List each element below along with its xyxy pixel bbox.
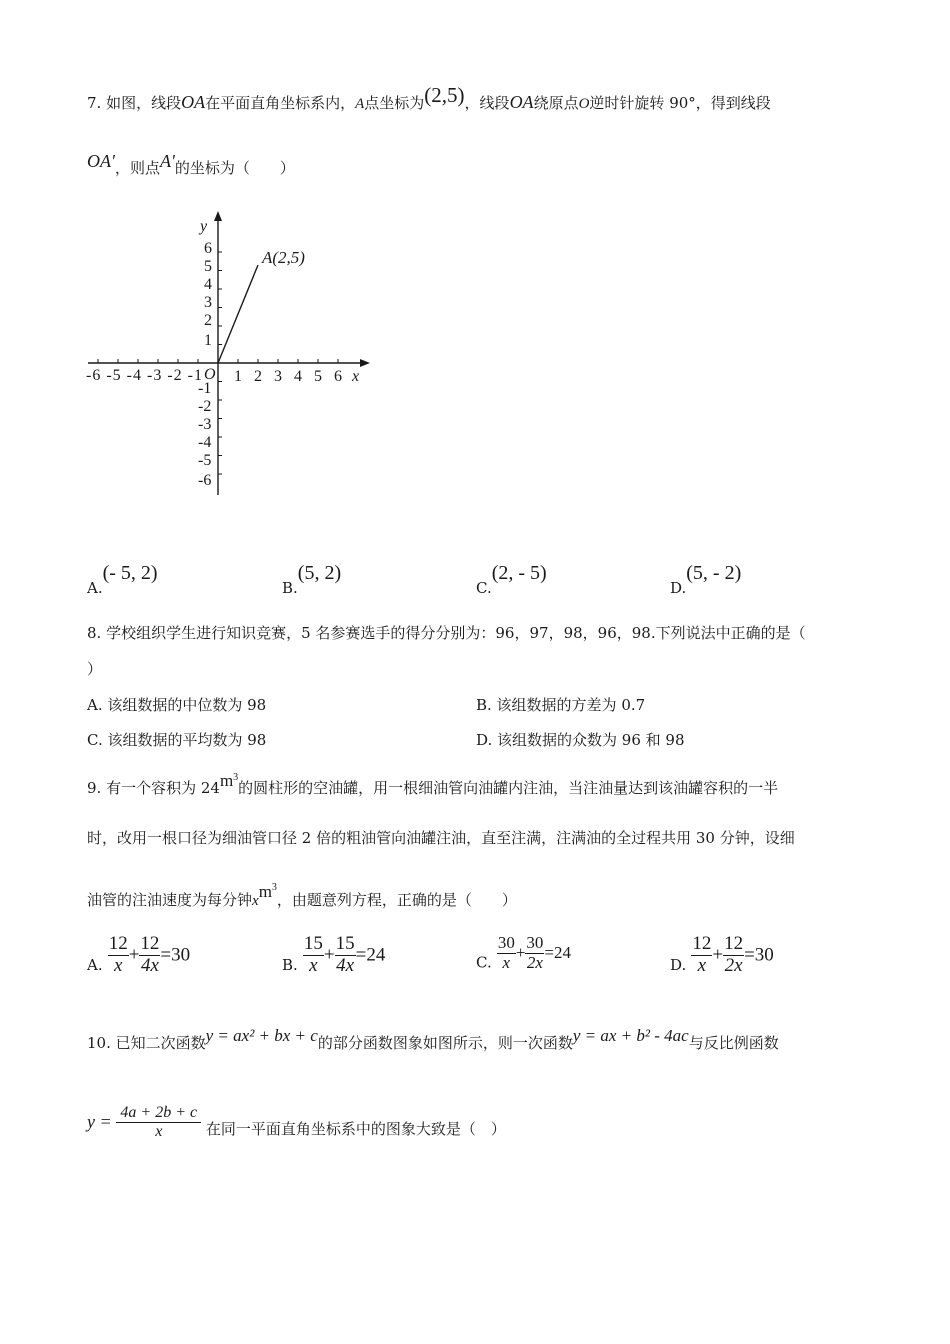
y-tick-neg6: -6 [198, 472, 212, 489]
x-tick-1: 1 [234, 368, 242, 385]
y-axis-arrow-icon [214, 211, 222, 221]
q9-option-d-letter: D. [670, 955, 687, 974]
q7-option-c[interactable] [476, 562, 547, 597]
q8-option-b[interactable]: B. 该组数据的方差为 0.7 [476, 696, 646, 714]
q9-d-den1: x [697, 954, 707, 976]
q7-seg-oa-2: OA [509, 92, 534, 112]
q7-text-c: 点坐标为 [364, 94, 425, 112]
y-tick-neg1: -1 [198, 380, 212, 397]
q7-option-b-value: (5, 2) [297, 562, 342, 584]
q7-option-c-value: (2, - 5) [491, 562, 547, 584]
q9-c-op: + [515, 943, 526, 963]
y-tick-neg4: -4 [198, 434, 212, 451]
q10-line2 [87, 1104, 506, 1140]
q9-b-frac2 [335, 934, 356, 977]
q9-b-rhs: =24 [355, 944, 386, 966]
q7-option-b-letter: B. [282, 579, 298, 597]
x-ticks-negative: -6 -5 -4 -3 -2 -1 [86, 367, 202, 384]
q7-text-d: ，线段 [464, 94, 510, 112]
y-tick-5: 5 [204, 258, 212, 275]
y-tick-neg3: -3 [198, 416, 212, 433]
q9-c-den2: 2x [526, 952, 543, 972]
q7-line1 [87, 83, 771, 115]
q9-b-den1: x [309, 954, 318, 976]
y-tick-neg2: -2 [198, 398, 212, 415]
y-tick-6: 6 [204, 240, 212, 257]
q9-d-frac1 [691, 934, 712, 977]
q9-b-num2: 15 [335, 933, 355, 954]
q9-b-den2: 4x [336, 954, 355, 976]
q9-option-c-letter: C. [476, 953, 492, 972]
q7-text-f: 逆时针旋转 90°，得到线段 [589, 94, 771, 112]
q9-unit-exp-2: 3 [271, 882, 277, 893]
q7-point-a-prime: A′ [159, 151, 175, 171]
q7-option-b[interactable] [282, 562, 342, 597]
q9-c-num2: 30 [526, 933, 544, 952]
q10-linear: y = ax + b² - 4ac [572, 1026, 689, 1045]
q7-option-a-value: (- 5, 2) [102, 562, 158, 584]
q8-line2: ） [87, 660, 103, 678]
y-tick-2: 2 [204, 312, 212, 329]
q7-line2 [87, 151, 295, 179]
q7-option-a-letter: A. [87, 579, 103, 597]
q9-d-den2: 2x [724, 954, 743, 976]
q7-option-d[interactable] [670, 562, 742, 597]
q9-d-frac2 [723, 934, 744, 977]
x-tick-2: 2 [254, 368, 262, 385]
q7-point-o: O [578, 96, 590, 112]
x-tick-6: 6 [334, 368, 342, 385]
q7-text-h: 的坐标为（ ） [174, 159, 295, 177]
q9-a-rhs: =30 [160, 944, 191, 966]
q10-text-c: 与反比例函数 [688, 1034, 779, 1052]
q9-b-op: + [323, 944, 335, 966]
q7-coord: (2,5) [424, 83, 465, 107]
q7-coordinate-graph [80, 205, 380, 505]
q9-text-d: ，由题意列方程，正确的是（ ） [276, 891, 517, 909]
q9-d-op: + [712, 944, 724, 966]
q9-d-num2: 12 [724, 933, 744, 954]
q9-a-num2: 12 [140, 933, 160, 954]
x-tick-3: 3 [274, 368, 282, 385]
q8-line1: 8. 学校组织学生进行知识竞赛，5 名参赛选手的得分分别为：96，97，98，96，98.下列说法中正确的是（ [87, 624, 806, 642]
q10-line1 [87, 1026, 779, 1054]
y-tick-1: 1 [204, 332, 212, 349]
q9-b-num1: 15 [303, 933, 323, 954]
point-a-label: A(2,5) [262, 248, 305, 267]
q9-option-b-letter: B. [282, 955, 298, 974]
y-tick-3: 3 [204, 294, 212, 311]
q9-c-frac1 [497, 934, 516, 972]
q7-option-d-letter: D. [670, 579, 687, 597]
q8-option-a[interactable]: A. 该组数据的中位数为 98 [87, 696, 267, 714]
q7-option-d-value: (5, - 2) [686, 562, 742, 584]
q9-var-x: x [252, 893, 259, 909]
q9-text-c: 油管的注油速度为每分钟 [87, 891, 253, 909]
q9-c-den1: x [502, 952, 511, 972]
origin-label: O [204, 366, 216, 383]
q9-line2: 时，改用一根口径为细油管口径 2 倍的粗油管向油罐注油，直至注满，注满油的全过程共用 30 分钟，设细 [87, 829, 795, 847]
q9-line3 [87, 882, 517, 912]
q7-text-b: 在平面直角坐标系内， [205, 94, 356, 112]
q9-a-op: + [128, 944, 140, 966]
q9-c-num1: 30 [497, 933, 515, 952]
y-tick-4: 4 [204, 276, 212, 293]
y-axis-label: y [200, 218, 208, 235]
segment-oa [218, 265, 258, 363]
q9-option-a-letter: A. [87, 955, 103, 974]
q10-inverse-frac [116, 1104, 201, 1140]
q9-option-b[interactable] [282, 934, 385, 977]
x-axis-label: x [352, 368, 360, 385]
x-tick-5: 5 [314, 368, 322, 385]
q10-inverse-den: x [155, 1122, 163, 1140]
q8-option-c[interactable]: C. 该组数据的平均数为 98 [87, 731, 267, 749]
q10-inverse-num: 4a + 2b + c [116, 1104, 201, 1123]
q9-a-num1: 12 [108, 933, 128, 954]
q9-c-frac2 [525, 934, 544, 972]
x-tick-4: 4 [294, 368, 302, 385]
y-tick-neg5: -5 [198, 452, 212, 469]
q9-unit: m [219, 771, 234, 790]
q9-option-a[interactable] [87, 934, 190, 977]
q7-text-a: 7. 如图，线段 [87, 94, 182, 112]
q9-a-den1: x [113, 954, 123, 976]
q7-option-a[interactable] [87, 562, 158, 597]
q7-point-a: A [355, 96, 365, 112]
q10-text-a: 10. 已知二次函数 [87, 1034, 206, 1052]
q9-c-rhs: =24 [544, 943, 571, 963]
q9-d-rhs: =30 [744, 944, 774, 966]
q9-text-a: 9. 有一个容积为 24 [87, 779, 220, 797]
q9-a-frac1 [108, 934, 129, 977]
q9-a-den2: 4x [140, 954, 159, 976]
q9-unit-2: m [258, 882, 272, 901]
q7-text-g: ，则点 [114, 159, 160, 177]
q10-quadratic: y = ax² + bx + c [205, 1026, 318, 1045]
q9-line1 [87, 771, 779, 799]
q10-inverse-lhs: y = [87, 1111, 112, 1132]
q7-text-e: 绕原点 [533, 94, 579, 112]
q9-b-frac1 [303, 934, 324, 977]
x-axis-arrow-icon [360, 359, 370, 367]
q10-text-d: 在同一平面直角坐标系中的图象大致是（ ） [205, 1120, 506, 1139]
q9-text-b: 的圆柱形的空油罐，用一根细油管向油罐内注油，当注油量达到该油罐容积的一半 [238, 779, 779, 797]
q9-option-d[interactable] [670, 934, 774, 977]
q9-a-frac2 [139, 934, 160, 977]
q9-option-c[interactable] [476, 934, 571, 972]
q7-seg-oa: OA [181, 92, 206, 112]
q10-text-b: 的部分函数图象如图所示，则一次函数 [317, 1034, 573, 1052]
q7-seg-oa-prime: OA′ [87, 151, 115, 171]
q7-option-c-letter: C. [476, 579, 492, 597]
q9-d-num1: 12 [692, 933, 712, 954]
q8-option-d[interactable]: D. 该组数据的众数为 96 和 98 [476, 731, 685, 749]
q9-unit-exp: 3 [233, 772, 239, 783]
